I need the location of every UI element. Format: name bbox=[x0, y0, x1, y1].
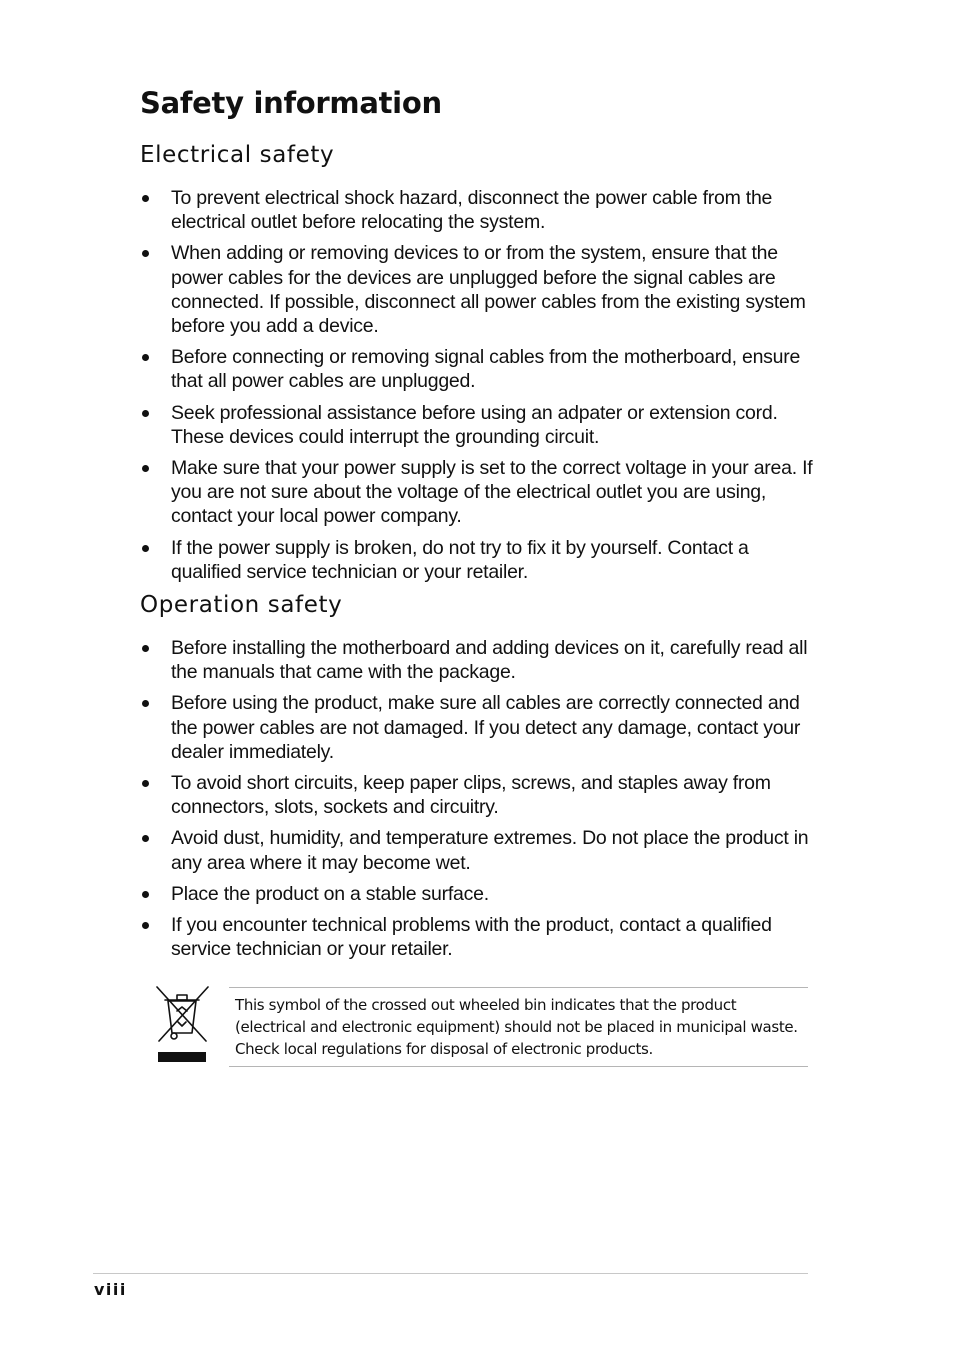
list-item-text: Before using the product, make sure all cables are correctly connected and the power cables are not damaged. If you detect any damage, contact your dealer immediately. bbox=[171, 692, 801, 763]
waste-disposal-notice bbox=[229, 987, 808, 1067]
operation-safety-heading: Operation safety bbox=[140, 592, 343, 618]
bullet-icon bbox=[142, 354, 149, 361]
list-item bbox=[140, 636, 820, 684]
crossed-out-wheeled-bin-icon bbox=[155, 985, 210, 1065]
list-item-text: Avoid dust, humidity, and temperature extremes. Do not place the product in any area where it may become wet. bbox=[171, 827, 809, 874]
list-item-text: If you encounter technical problems with the product, contact a qualified service technician or your retailer. bbox=[171, 914, 772, 961]
list-item bbox=[140, 345, 820, 393]
bullet-icon bbox=[142, 700, 149, 707]
bullet-icon bbox=[142, 922, 149, 929]
bullet-icon bbox=[142, 250, 149, 257]
list-item-text: Before installing the motherboard and adding devices on it, carefully read all the manuals that came with the package. bbox=[171, 637, 808, 684]
bullet-icon bbox=[142, 645, 149, 652]
bullet-icon bbox=[142, 545, 149, 552]
page-number: viii bbox=[94, 1280, 127, 1299]
list-item bbox=[140, 771, 820, 819]
bullet-icon bbox=[142, 780, 149, 787]
electrical-safety-heading: Electrical safety bbox=[140, 142, 335, 168]
list-item bbox=[140, 913, 820, 961]
bullet-icon bbox=[142, 465, 149, 472]
list-item-text: If the power supply is broken, do not try to fix it by yourself. Contact a qualified service technician or your retailer. bbox=[171, 536, 749, 583]
list-item bbox=[140, 882, 820, 906]
list-item-text: To avoid short circuits, keep paper clips, screws, and staples away from connectors, slots, sockets and circuitry. bbox=[171, 772, 771, 819]
list-item bbox=[140, 456, 820, 529]
list-item bbox=[140, 691, 820, 764]
list-item-text: Before connecting or removing signal cables from the motherboard, ensure that all power cables are unplugged. bbox=[171, 346, 801, 393]
list-item bbox=[140, 536, 820, 584]
page-title: Safety information bbox=[140, 86, 442, 120]
list-item bbox=[140, 241, 820, 338]
list-item bbox=[140, 401, 820, 449]
list-item-text: Place the product on a stable surface. bbox=[171, 882, 489, 905]
bullet-icon bbox=[142, 891, 149, 898]
operation-safety-list bbox=[140, 636, 820, 968]
footer-divider bbox=[93, 1273, 808, 1274]
bullet-icon bbox=[142, 195, 149, 202]
list-item bbox=[140, 186, 820, 234]
list-item-text: Make sure that your power supply is set to the correct voltage in your area. If you are not sure about the voltage of the electrical outlet you are using, contact your local power company. bbox=[171, 457, 813, 528]
list-item bbox=[140, 826, 820, 874]
list-item-text: When adding or removing devices to or from the system, ensure that the power cables for the devices are unplugged before the signal cables are connected. If possible, disconnect all power cables from the existing system before you add a device. bbox=[171, 242, 806, 338]
electrical-safety-list bbox=[140, 186, 820, 591]
bullet-icon bbox=[142, 410, 149, 417]
bullet-icon bbox=[142, 835, 149, 842]
list-item-text: Seek professional assistance before using an adpater or extension cord. These devices could interrupt the grounding circuit. bbox=[171, 401, 778, 448]
notice-text: This symbol of the crossed out wheeled bin indicates that the product (electrical and electronic equipment) should not be placed in municipal waste. Check local regulations for disposal of electronic products. bbox=[235, 996, 798, 1058]
list-item-text: To prevent electrical shock hazard, disconnect the power cable from the electrical outlet before relocating the system. bbox=[171, 187, 773, 234]
